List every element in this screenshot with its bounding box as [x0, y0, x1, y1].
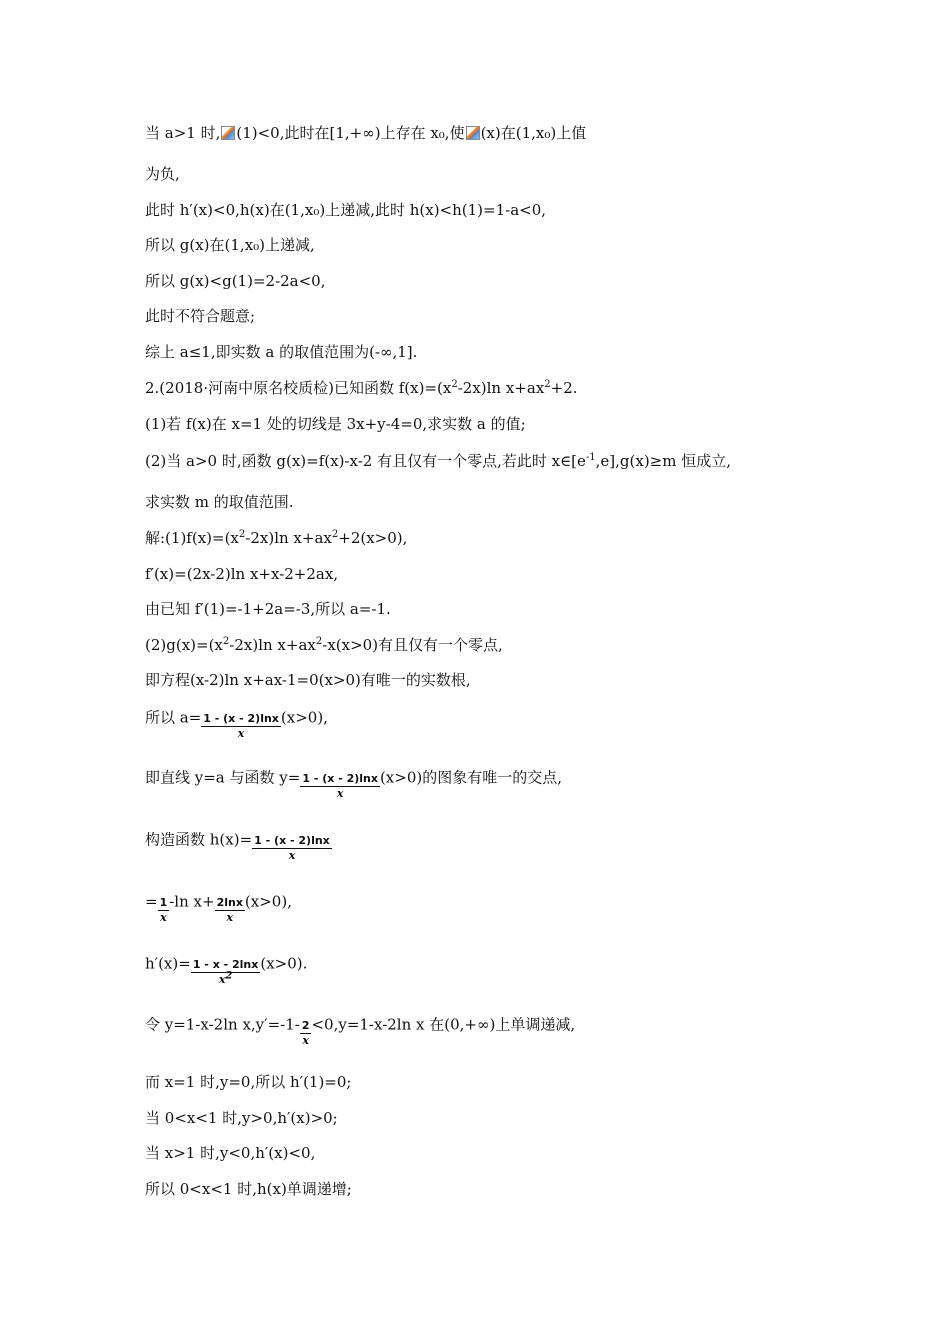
text-line-4: 所以 g(x)在(1,x₀)上递减,: [145, 236, 315, 254]
problem-2-part-2: (2)当 a>0 时,函数 g(x)=f(x)-x-2 有且仅有一个零点,若此时 $x\in[e^{-1},e],g(x)\ge m$ 恒成立,: [145, 452, 732, 470]
solution-line-11: 令 y=1-x-2ln x,y′=-1- $\frac{2}{x}$ <0,y=1-x-2ln x 在(0,+∞)上单调递减,: [145, 1015, 576, 1047]
text-line-7: 综上 a≤1,即实数 a 的取值范围为(-∞,1].: [145, 343, 418, 361]
broken-image-icon: [221, 126, 235, 140]
problem-2-part-2-cont: 求实数 m 的取值范围.: [145, 493, 294, 511]
solution-line-6: 所以 a= $\frac{1 - (x - 2)\ln x}{x}$ (x>0),: [145, 708, 328, 740]
problem-2-statement: 2.(2018·河南中原名校质检)已知函数 $f(x)=(x^2-2x)\ln$ $x+ax^2+2$.: [145, 379, 578, 397]
solution-line-2: f′(x)=(2x-2)ln x+x-2+2ax,: [145, 565, 339, 583]
solution-line-12: 而 x=1 时,y=0,所以 h′(1)=0;: [145, 1073, 352, 1091]
broken-image-icon: [466, 126, 480, 140]
solution-line-4: $(2)g(x)=(x^2-2x)\ln$ $x+ax^2-x(x>0)$有且仅有一个零点,: [145, 636, 503, 654]
solution-line-1: 解$:(1)f(x)=(x^2-2x)\ln$ $x+ax^2+2(x>0)$,: [145, 529, 408, 547]
solution-line-15: 所以 0<x<1 时,h(x)单调递增;: [145, 1180, 352, 1198]
solution-line-3: 由已知 f′(1)=-1+2a=-3,所以 a=-1.: [145, 600, 391, 618]
text-line-1: 当 a>1 时, (1)<0,此时在[1,+∞)上存在 x₀,使 (x)在(1,x₀)上值: [145, 124, 587, 142]
fraction: $\frac{1 - x - 2\ln x}{x^2}$: [192, 958, 259, 986]
solution-line-5: 即方程(x-2)ln x+ax-1=0(x>0)有唯一的实数根,: [145, 671, 471, 689]
solution-line-9: = $\frac{1}{x}$ -ln x+ $\frac{2\ln x}{x}$ (x>0),: [145, 892, 292, 924]
text-line-3: 此时 h′(x)<0,h(x)在(1,x₀)上递减,此时 h(x)<h(1)=1-a<0,: [145, 201, 547, 219]
solution-line-13: 当 0<x<1 时,y>0,h′(x)>0;: [145, 1109, 338, 1127]
text-line-5: 所以 g(x)<g(1)=2-2a<0,: [145, 272, 326, 290]
text-line-2: 为负,: [145, 165, 180, 183]
solution-line-8: 构造函数 h(x)= $\frac{1 - (x - 2)\ln x}{x}$: [145, 830, 330, 862]
solution-line-7: 即直线 y=a 与函数 y= $\frac{1 - (x - 2)\ln x}{x}$ (x>0)的图象有唯一的交点,: [145, 768, 562, 800]
fraction: $\frac{2\ln x}{x}$: [216, 896, 243, 924]
fraction: $\frac{1 - (x - 2)\ln x}{x}$: [203, 712, 279, 740]
solution-line-10: h′(x)= $\frac{1 - x - 2\ln x}{x^2}$ (x>0).: [145, 954, 308, 986]
fraction: $\frac{1 - (x - 2)\ln x}{x}$: [302, 772, 378, 800]
fraction: $\frac{1 - (x - 2)\ln x}{x}$: [254, 834, 330, 862]
fraction: $\frac{2}{x}$: [301, 1019, 310, 1047]
fraction: $\frac{1}{x}$: [159, 896, 168, 924]
problem-2-part-1: (1)若 f(x)在 x=1 处的切线是 3x+y-4=0,求实数 a 的值;: [145, 415, 526, 433]
solution-line-14: 当 x>1 时,y<0,h′(x)<0,: [145, 1144, 316, 1162]
text-line-6: 此时不符合题意;: [145, 307, 256, 325]
